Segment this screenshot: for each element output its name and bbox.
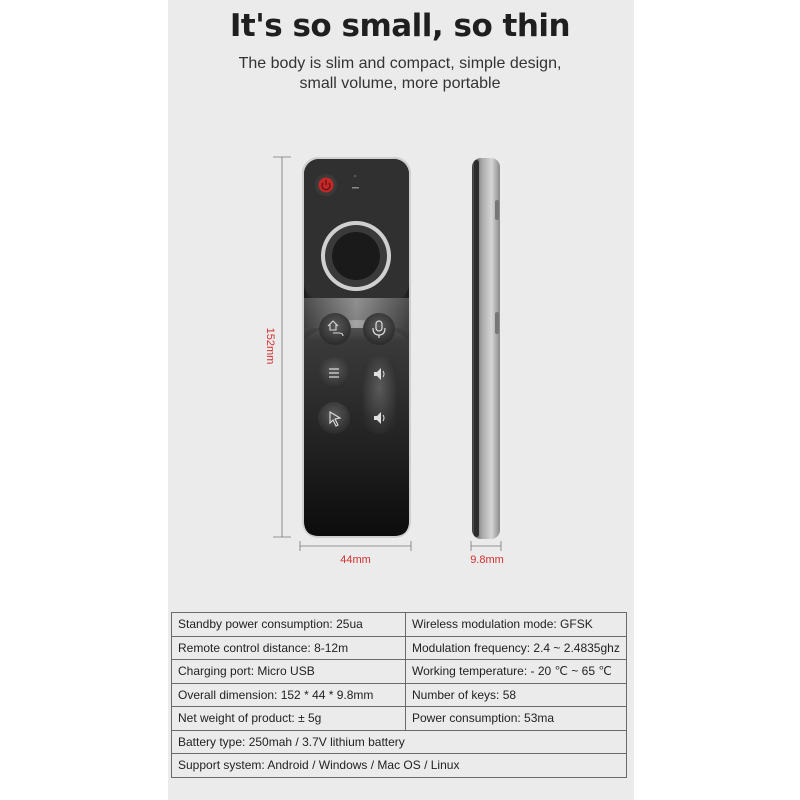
spec-cell: Wireless modulation mode: GFSK: [406, 613, 627, 637]
remote-side-view: [472, 158, 500, 539]
table-row: [172, 754, 627, 778]
specs-table: [171, 612, 627, 778]
subtitle-line-1: The body is slim and compact, simple design,: [238, 55, 562, 72]
table-row: [172, 660, 627, 684]
back-home-icon: [319, 313, 351, 345]
spec-cell: Standby power consumption: 25ua: [172, 613, 406, 637]
spec-cell: Net weight of product: ± 5g: [172, 707, 406, 731]
subtitle-line-2: small volume, more portable: [299, 75, 501, 92]
menu-icon: [318, 357, 350, 389]
table-row: [172, 730, 627, 754]
spec-cell: Remote control distance: 8-12m: [172, 636, 406, 660]
touch-dial: [321, 221, 391, 291]
remote-front: [302, 157, 411, 538]
table-row: [172, 636, 627, 660]
spec-cell: Power consumption: 53ma: [406, 707, 627, 731]
page-title: It's so small, so thin: [229, 8, 571, 44]
depth-label: 9.8mm: [470, 554, 504, 566]
spec-cell: Number of keys: 58: [406, 683, 627, 707]
spec-cell: Working temperature: - 20 ℃ ~ 65 ℃: [406, 660, 627, 684]
width-label: 44mm: [340, 554, 371, 566]
spec-cell: Charging port: Micro USB: [172, 660, 406, 684]
microphone-icon: [363, 313, 395, 345]
spec-cell: Overall dimension: 152 * 44 * 9.8mm: [172, 683, 406, 707]
mouse-cursor-icon: [318, 402, 350, 434]
depth-dimension-line: [471, 541, 501, 551]
table-row: [172, 707, 627, 731]
table-row: [172, 683, 627, 707]
width-dimension-line: [300, 541, 411, 551]
table-row: [172, 613, 627, 637]
height-label: 152mm: [264, 327, 276, 365]
spec-cell: Battery type: 250mah / 3.7V lithium battery: [172, 730, 627, 754]
spec-cell: Support system: Android / Windows / Mac OS / Linux: [172, 754, 627, 778]
spec-cell: Modulation frequency: 2.4 ~ 2.4835ghz: [406, 636, 627, 660]
power-icon: [315, 174, 337, 196]
